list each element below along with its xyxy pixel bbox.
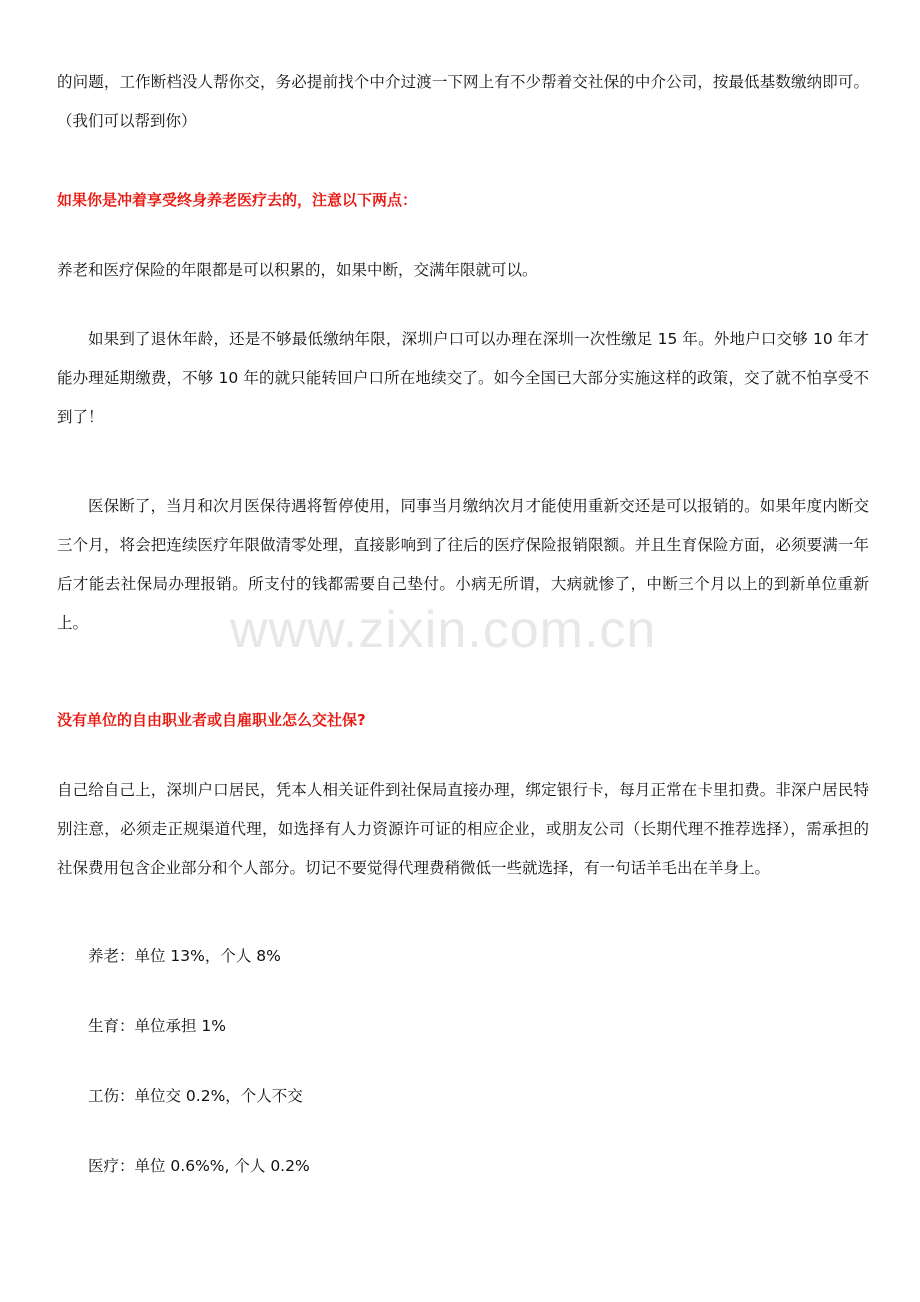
paragraph-retirement-age: 如果到了退休年龄，还是不够最低缴纳年限，深圳户口可以办理在深圳一次性缴足 15 年。外地户口交够 10 年才能办理延期缴费，不够 10 年的就只能转回户口所在地续交了。如今全国已大部分实施这样的政策，交了就不怕享受不到了！ <box>57 330 869 426</box>
rate-line-medical: 医疗：单位 0.6%%, 个人 0.2% <box>88 1157 310 1175</box>
watermark: www.zixin.com.cn <box>230 601 657 659</box>
rate-line-maternity: 生育：单位承担 1% <box>88 1017 227 1035</box>
section-heading-freelancer: 没有单位的自由职业者或自雇职业怎么交社保? <box>57 711 366 729</box>
paragraph-freelancer-how-to-pay: 自己给自己上，深圳户口居民，凭本人相关证件到社保局直接办理，绑定银行卡，每月正常在卡里扣费。非深户居民特别注意，必须走正规渠道代理，如选择有人力资源许可证的相应企业，或朋友公司（长期代理不推荐选择），需承担的社保费用包含企业部分和个人部分。切记不要觉得代理费稍微低一些就选择，有一句话羊毛出在羊身上。 <box>57 781 869 877</box>
section-heading-lifetime-pension: 如果你是冲着享受终身养老医疗去的，注意以下两点： <box>57 191 418 209</box>
intro-paragraph: 的问题，工作断档没人帮你交，务必提前找个中介过渡一下网上有不少帮着交社保的中介公司，按最低基数缴纳即可。（我们可以帮到你） <box>57 73 869 130</box>
rate-line-pension: 养老：单位 13%，个人 8% <box>88 947 281 965</box>
paragraph-years-accumulate: 养老和医疗保险的年限都是可以积累的，如果中断，交满年限就可以。 <box>57 261 538 279</box>
paragraph-medical-insurance-break: 医保断了，当月和次月医保待遇将暂停使用，同事当月缴纳次月才能使用重新交还是可以报销的。如果年度内断交三个月，将会把连续医疗年限做清零处理，直接影响到了往后的医疗保险报销限额。并且生育保险方面，必须要满一年后才能去社保局办理报销。所支付的钱都需要自己垫付。小病无所谓，大病就惨了，中断三个月以上的到新单位重新上。 <box>57 497 869 632</box>
rate-line-work-injury: 工伤：单位交 0.2%，个人不交 <box>88 1087 303 1105</box>
